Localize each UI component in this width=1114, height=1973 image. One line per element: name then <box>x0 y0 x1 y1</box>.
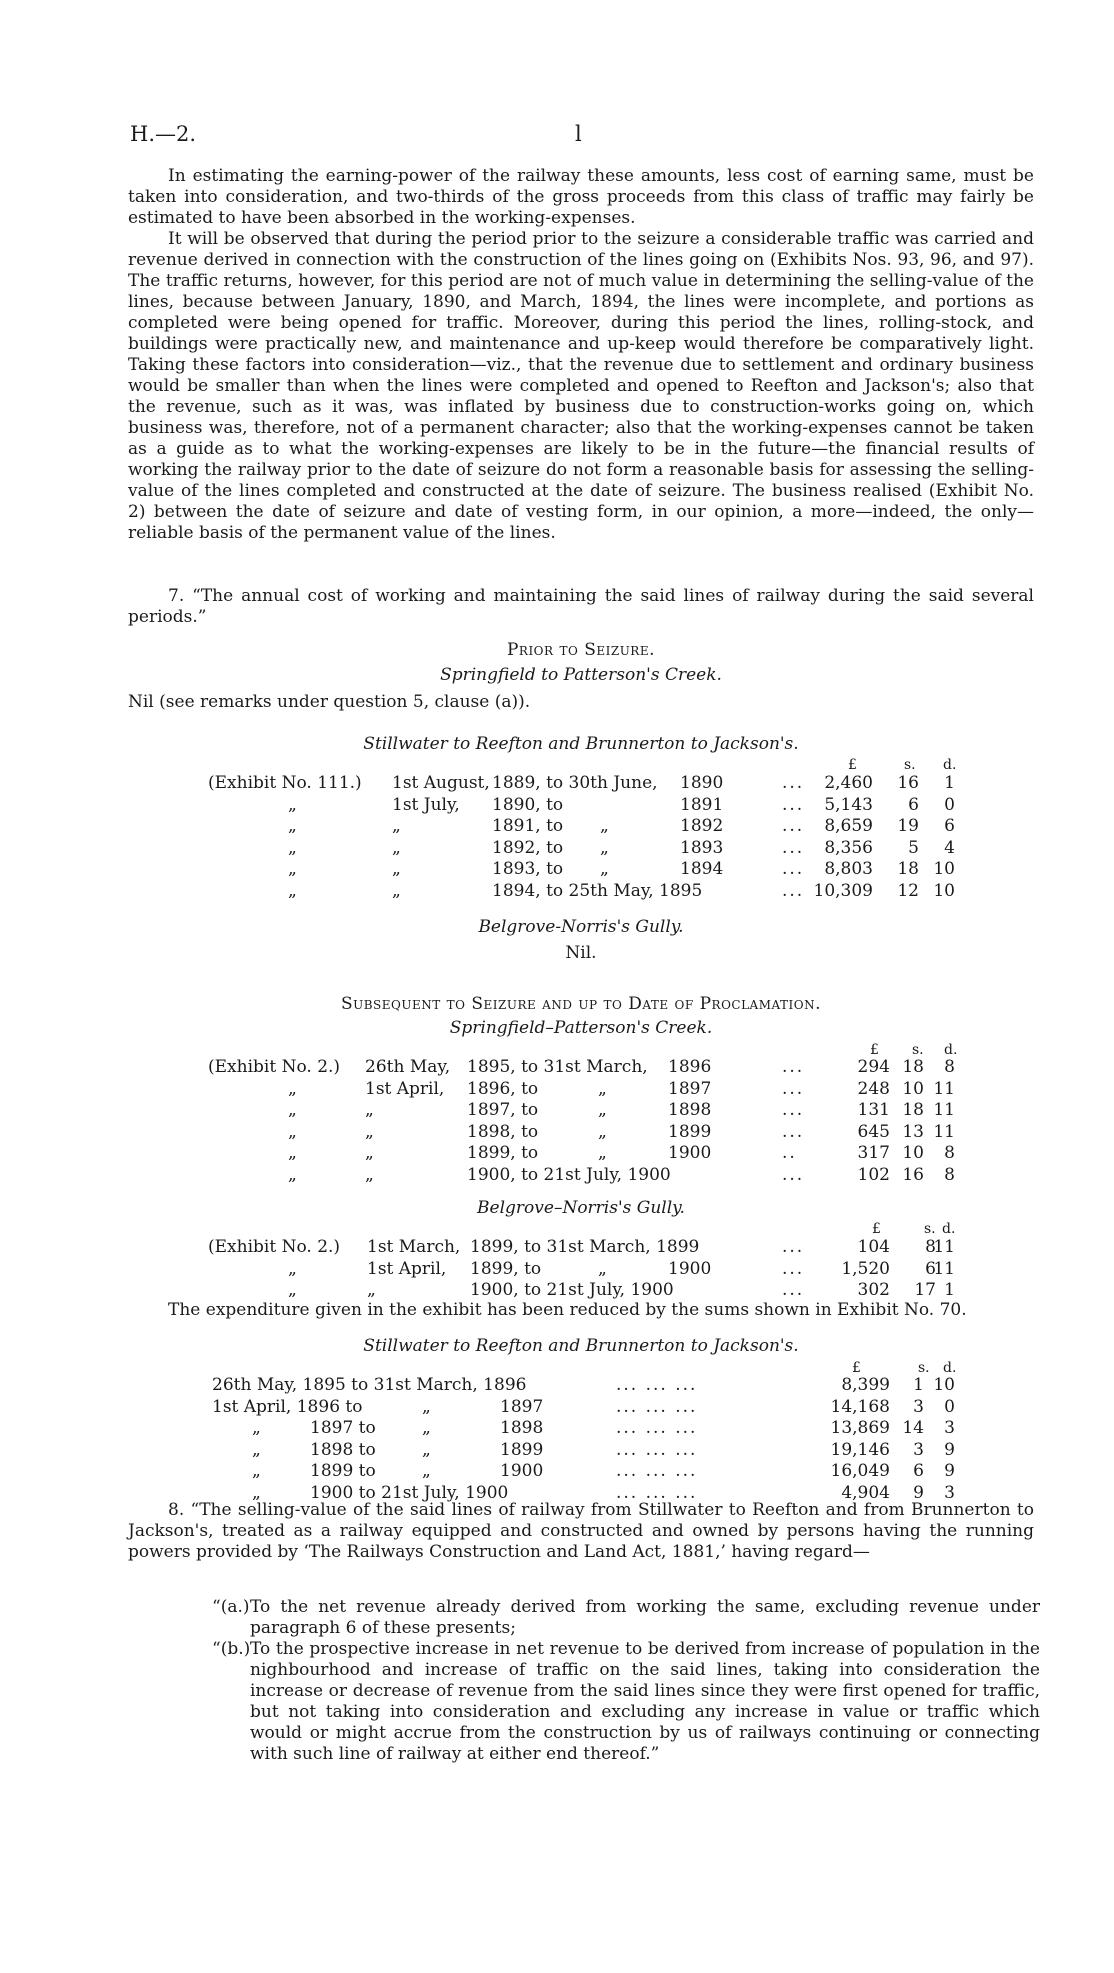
shillings-col: s. <box>924 1221 936 1237</box>
cell-prefix: (Exhibit No. 111.) <box>208 773 362 793</box>
cell-start: 1st April, <box>367 1258 447 1279</box>
cell-ditto2: „ <box>422 1396 431 1417</box>
pence-col: d. <box>943 1360 957 1376</box>
cell-ditto: „ <box>252 1418 261 1439</box>
cell-ditto: „ <box>288 1078 297 1099</box>
cell-ditto2: „ <box>598 1258 607 1279</box>
cell-d: 8 <box>944 1165 955 1185</box>
table-row <box>0 1165 1114 1186</box>
cell-d: 11 <box>933 1121 955 1142</box>
cell-l: 13,869 <box>830 1418 890 1439</box>
table-row <box>0 1440 1114 1461</box>
cell-l: 19,146 <box>830 1439 890 1460</box>
subheading-belgrove-prior: Belgrove-Norris's Gully. <box>478 917 684 937</box>
clause-b <box>212 1639 1040 1765</box>
cell-d: 0 <box>944 1396 955 1417</box>
cell-start: 1st April, <box>365 1078 445 1099</box>
cell-l: 8,399 <box>841 1375 890 1395</box>
cell-end: 1892 <box>680 816 724 837</box>
cell-s: 18 <box>897 859 919 880</box>
subheading-belgrove-subsequent: Belgrove–Norris's Gully. <box>477 1198 685 1218</box>
cell-d: 10 <box>933 859 955 880</box>
cell-range: 1891, to <box>492 816 564 837</box>
table-row <box>0 1280 1114 1301</box>
cell-end: 1900 <box>500 1461 544 1482</box>
cell-s: 10 <box>902 1078 924 1099</box>
expenditure-note: The expenditure given in the exhibit has been reduced by the sums shown in Exhibit No. 70. <box>168 1300 967 1320</box>
cell-prefix: (Exhibit No. 2.) <box>208 1237 341 1257</box>
cell-dots: ... <box>782 1100 805 1121</box>
cell-l: 5,143 <box>824 794 873 815</box>
cell-prefix: (Exhibit No. 2.) <box>208 1057 341 1077</box>
cell-s: 6 <box>908 794 919 815</box>
cell-d: 3 <box>944 1483 955 1503</box>
paragraph-question-7: 7. “The annual cost of working and maintaining the said lines of railway during the said several periods.” <box>128 586 1034 627</box>
cell-end: 1890 <box>680 773 724 793</box>
clause-a-label: “(a.) <box>212 1597 250 1617</box>
pence-col: d. <box>944 1042 958 1058</box>
cell-dots: ... <box>782 773 805 793</box>
clause-b-label: “(b.) <box>212 1639 251 1659</box>
cell-range: 1900, to 21st July, 1900 <box>470 1280 674 1301</box>
cell-start: 1st July, <box>392 794 460 815</box>
cell-range: 1896, to <box>467 1078 539 1099</box>
table-row <box>0 1100 1114 1121</box>
cell-start: „ <box>392 881 401 901</box>
cell-start: 26th May, <box>365 1057 451 1077</box>
cell-s: 6 <box>925 1258 936 1279</box>
cell-l: 10,309 <box>813 881 873 901</box>
page-number: l <box>575 122 582 146</box>
cell-dots: ... <box>782 1165 805 1185</box>
cell-end: 1897 <box>500 1396 544 1417</box>
cell-l: 317 <box>857 1143 890 1164</box>
cell-dots: .. <box>782 1143 797 1164</box>
cell-s: 16 <box>897 773 919 793</box>
nil-belgrove: Nil. <box>565 943 597 963</box>
cell-l: 4,904 <box>841 1483 890 1503</box>
cell-start: 1st March, <box>367 1237 461 1257</box>
cell-dots: ... <box>782 881 805 901</box>
table-row <box>0 1397 1114 1418</box>
cell-start: 1898 to <box>310 1439 376 1460</box>
paragraph-earning-power: In estimating the earning-power of the railway these amounts, less cost of earning same, must be taken into consideration, and two-thirds of the gross proceeds from this class of traffic may fairly be estimated to have been absorbed in the working-expenses. <box>128 166 1034 228</box>
table-row <box>0 1375 1114 1396</box>
cell-ditto: „ <box>288 816 297 837</box>
cell-l: 294 <box>857 1057 890 1077</box>
cell-start: „ <box>365 1143 374 1164</box>
subheading-stillwater-prior: Stillwater to Reefton and Brunnerton to Jackson's. <box>363 734 799 754</box>
cell-ditto: „ <box>288 1280 297 1301</box>
cell-l: 8,356 <box>824 837 873 858</box>
cell-start: „ <box>367 1280 376 1301</box>
cell-ditto2: „ <box>422 1439 431 1460</box>
cell-d: 1 <box>944 773 955 793</box>
clause-a-text: To the net revenue already derived from working the same, excluding revenue under paragraph 6 of these presents; <box>250 1597 1040 1638</box>
cell-end: 1896 <box>668 1057 712 1077</box>
pounds-col: £ <box>872 1221 881 1237</box>
cell-s: 6 <box>913 1461 924 1482</box>
cell-s: 14 <box>902 1418 924 1439</box>
cell-s: 18 <box>902 1100 924 1121</box>
cell-ditto: „ <box>288 1100 297 1121</box>
cell-l: 14,168 <box>830 1396 890 1417</box>
cell-d: 11 <box>933 1100 955 1121</box>
cell-range: 1900, to 21st July, 1900 <box>467 1165 671 1185</box>
cell-dots: ... ... ... <box>616 1483 698 1503</box>
cell-l: 16,049 <box>830 1461 890 1482</box>
cell-ditto: „ <box>288 837 297 858</box>
cell-dots: ... <box>782 1280 805 1301</box>
cell-d: 8 <box>944 1143 955 1164</box>
cell-range: 1899, to 31st March, 1899 <box>470 1237 700 1257</box>
table-row <box>0 1143 1114 1164</box>
clause-b-text: To the prospective increase in net revenue to be derived from increase of population in the nighbourhood and increase of traffic on the said lines, taking into consideration the increase or decrease of revenue from the said lines since they were first opened for traffic, but not taking into consideration and excluding any increase in value or traffic which would or might accrue from the construction by us of railways continuing or connecting with such line of railway at either end thereof.” <box>250 1639 1040 1764</box>
cell-s: 17 <box>914 1280 936 1301</box>
cell-dots: ... ... ... <box>616 1439 698 1460</box>
cell-l: 2,460 <box>824 773 873 793</box>
cell-start: 1st August, <box>392 773 490 793</box>
cell-range: 1890, to <box>492 794 564 815</box>
cell-ditto2: „ <box>600 837 609 858</box>
cell-s: 13 <box>902 1121 924 1142</box>
cell-s: 9 <box>913 1483 924 1503</box>
cell-dots: ... <box>782 1258 805 1279</box>
cell-ditto: „ <box>288 1143 297 1164</box>
pounds-col: £ <box>852 1360 861 1376</box>
cell-d: 1 <box>944 1280 955 1301</box>
table-row <box>0 1418 1114 1439</box>
table-row <box>0 1461 1114 1482</box>
cell-ditto2: „ <box>422 1461 431 1482</box>
cell-s: 8 <box>925 1237 936 1257</box>
cell-range: 1899, to <box>470 1258 542 1279</box>
cell-l: 8,803 <box>824 859 873 880</box>
pounds-col: £ <box>848 757 857 773</box>
cell-d: 10 <box>933 1375 955 1395</box>
cell-start: „ <box>365 1121 374 1142</box>
subheading-springfield-subsequent: Springfield–Patterson's Creek. <box>449 1018 713 1038</box>
cell-l: 102 <box>857 1165 890 1185</box>
subheading-springfield: Springfield to Patterson's Creek. <box>440 665 722 685</box>
cell-range: 1894, to 25th May, 1895 <box>492 881 703 901</box>
cell-d: 11 <box>933 1258 955 1279</box>
cell-start: „ <box>365 1100 374 1121</box>
cell-s: 12 <box>897 881 919 901</box>
table-row <box>0 1079 1114 1100</box>
cell-d: 0 <box>944 794 955 815</box>
cell-range: 1899, to <box>467 1143 539 1164</box>
cell-range: 1895, to 31st March, <box>467 1057 648 1077</box>
cell-d: 4 <box>944 837 955 858</box>
cell-prefix: 1st April, 1896 to <box>212 1396 363 1417</box>
cell-end: 1891 <box>680 794 724 815</box>
table-row <box>0 859 1114 880</box>
cell-ditto2: „ <box>422 1418 431 1439</box>
cell-l: 645 <box>857 1121 890 1142</box>
cell-dots: ... <box>782 1121 805 1142</box>
table-row <box>0 881 1114 902</box>
cell-ditto2: „ <box>600 859 609 880</box>
cell-s: 10 <box>902 1143 924 1164</box>
cell-l: 131 <box>857 1100 890 1121</box>
cell-d: 9 <box>944 1461 955 1482</box>
cell-l: 1,520 <box>841 1258 890 1279</box>
table-row <box>0 1237 1114 1258</box>
cell-s: 5 <box>908 837 919 858</box>
cell-ditto: „ <box>252 1439 261 1460</box>
cell-end: 1897 <box>668 1078 712 1099</box>
nil-remark: Nil (see remarks under question 5, clause (a)). <box>128 692 531 712</box>
cell-dots: ... <box>782 837 805 858</box>
table-row <box>0 1057 1114 1078</box>
cell-start: 1897 to <box>310 1418 376 1439</box>
cell-s: 19 <box>897 816 919 837</box>
cell-range: 1893, to <box>492 859 564 880</box>
cell-range: 1889, to 30th June, <box>492 773 658 793</box>
cell-start: „ <box>392 859 401 880</box>
cell-dots: ... ... ... <box>616 1461 698 1482</box>
cell-range: 1897, to <box>467 1100 539 1121</box>
cell-dots: ... ... ... <box>616 1375 698 1395</box>
document-reference: H.—2. <box>130 122 197 146</box>
cell-s: 18 <box>902 1057 924 1077</box>
cell-s: 16 <box>902 1165 924 1185</box>
cell-s: 1 <box>913 1375 924 1395</box>
cell-dots: ... ... ... <box>616 1396 698 1417</box>
cell-end: 1900 <box>668 1143 712 1164</box>
cell-end: 1893 <box>680 837 724 858</box>
cell-l: 302 <box>857 1280 890 1301</box>
cell-start: 1899 to <box>310 1461 376 1482</box>
shillings-col: s. <box>918 1360 930 1376</box>
cell-end: 1898 <box>500 1418 544 1439</box>
cell-dots: ... <box>782 794 805 815</box>
cell-l: 8,659 <box>824 816 873 837</box>
subheading-stillwater-subsequent: Stillwater to Reefton and Brunnerton to Jackson's. <box>363 1336 799 1356</box>
paragraph-prior-period: It will be observed that during the period prior to the seizure a considerable traffic was carried and revenue derived in connection with the construction of the lines going on (Exhibits Nos. 93, 96, and 97). The traffic returns, however, for this period are not of much value in determining the selling-value of the lines, because between January, 1890, and March, 1894, the lines were incomplete, and portions as completed were being opened for traffic. Moreover, during this period the lines, rolling-stock, and buildings were practically new, and maintenance and up-keep would therefore be comparatively light. Taking these factors into consideration—viz., that the revenue due to settlement and ordinary business would be smaller than when the lines were completed and opened to Reefton and Jackson's; also that the revenue, such as it was, was inflated by business due to construction-works going on, which business was, therefore, not of a permanent character; also that the working-expenses cannot be taken as a guide as to what the working-expenses are likely to be in the future—the financial results of working the railway prior to the date of seizure do not form a reasonable basis for assessing the selling-value of the lines completed and constructed at the date of seizure. The business realised (Exhibit No. 2) between the date of seizure and date of vesting form, in our opinion, a more—indeed, the only—reliable basis of the permanent value of the lines. <box>128 229 1034 543</box>
pence-col: d. <box>943 757 957 773</box>
cell-ditto: „ <box>252 1483 261 1503</box>
cell-d: 9 <box>944 1439 955 1460</box>
shillings-col: s. <box>904 757 916 773</box>
cell-end: 1898 <box>668 1100 712 1121</box>
cell-dots: ... <box>782 1057 805 1077</box>
cell-end: 1894 <box>680 859 724 880</box>
cell-d: 3 <box>944 1418 955 1439</box>
heading-prior-to-seizure: Prior to Seizure. <box>506 640 656 660</box>
cell-l: 104 <box>857 1237 890 1257</box>
table-row <box>0 838 1114 859</box>
clause-a <box>212 1597 1040 1639</box>
cell-dots: ... ... ... <box>616 1418 698 1439</box>
cell-ditto2: „ <box>598 1078 607 1099</box>
cell-ditto: „ <box>252 1461 261 1482</box>
table-row <box>0 795 1114 816</box>
cell-end: 1900 <box>668 1258 712 1279</box>
cell-ditto2: „ <box>598 1121 607 1142</box>
cell-ditto: „ <box>288 1121 297 1142</box>
cell-d: 11 <box>933 1237 955 1257</box>
cell-l: 248 <box>857 1078 890 1099</box>
cell-range: 1898, to <box>467 1121 539 1142</box>
cell-d: 11 <box>933 1078 955 1099</box>
cell-ditto: „ <box>288 859 297 880</box>
cell-end: 1899 <box>668 1121 712 1142</box>
cell-ditto2: „ <box>600 816 609 837</box>
cell-end: 1899 <box>500 1439 544 1460</box>
table-row <box>0 773 1114 794</box>
cell-ditto: „ <box>288 1165 297 1185</box>
cell-dots: ... <box>782 1078 805 1099</box>
paragraph-question-8: 8. “The selling-value of the said lines of railway from Stillwater to Reefton and from Brunnerton to Jackson's, treated as a railway equipped and constructed and owned by persons having the running powers provided by ‘The Railways Construction and Land Act, 1881,’ having regard— <box>128 1500 1034 1562</box>
cell-ditto: „ <box>288 794 297 815</box>
cell-d: 8 <box>944 1057 955 1077</box>
cell-start: „ <box>392 837 401 858</box>
cell-d: 10 <box>933 881 955 901</box>
cell-ditto: „ <box>288 1258 297 1279</box>
cell-dots: ... <box>782 1237 805 1257</box>
cell-start: „ <box>392 816 401 837</box>
table-row <box>0 1122 1114 1143</box>
cell-start: 1900 to 21st July, 1900 <box>310 1483 509 1503</box>
pence-col: d. <box>942 1221 956 1237</box>
cell-ditto: „ <box>288 881 297 901</box>
cell-s: 3 <box>913 1439 924 1460</box>
cell-prefix: 26th May, 1895 to 31st March, 1896 <box>212 1375 527 1395</box>
cell-ditto2: „ <box>598 1100 607 1121</box>
cell-ditto2: „ <box>598 1143 607 1164</box>
cell-dots: ... <box>782 816 805 837</box>
shillings-col: s. <box>912 1042 924 1058</box>
cell-s: 3 <box>913 1396 924 1417</box>
cell-d: 6 <box>944 816 955 837</box>
table-row <box>0 1259 1114 1280</box>
cell-dots: ... <box>782 859 805 880</box>
cell-range: 1892, to <box>492 837 564 858</box>
table-row <box>0 816 1114 837</box>
pounds-col: £ <box>870 1042 879 1058</box>
heading-subsequent: Subsequent to Seizure and up to Date of Proclamation. <box>340 994 822 1014</box>
cell-start: „ <box>365 1165 374 1185</box>
